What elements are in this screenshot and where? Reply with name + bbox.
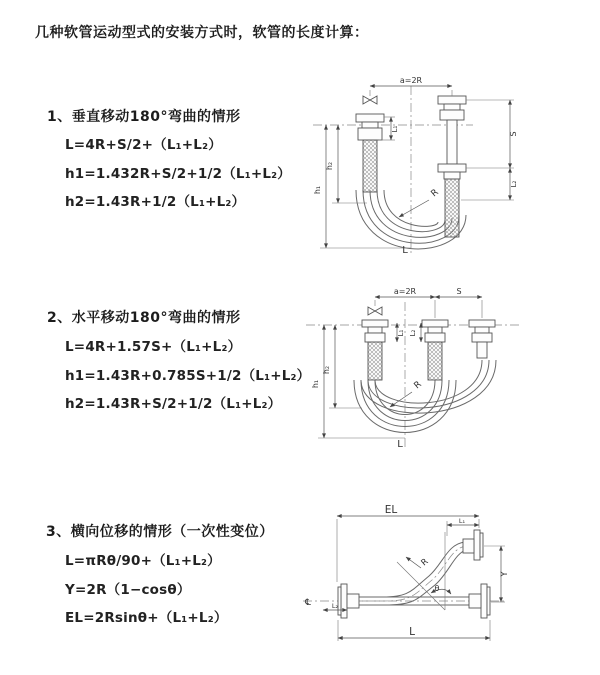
d1-dim-h2-label: h₂ xyxy=(325,161,334,171)
section-3-formula-EL: EL=2Rsinθ+（L₁+L₂） xyxy=(65,610,228,626)
section-1-formula-L: L=4R+S/2+（L₁+L₂） xyxy=(65,137,222,153)
section-1-formula-h1: h1=1.432R+S/2+1/2（L₁+L₂） xyxy=(65,166,291,182)
right-flange-original xyxy=(469,584,490,618)
d2-dim-h2-label: h₂ xyxy=(322,365,331,375)
section-2-heading: 2、水平移动180°弯曲的情形 xyxy=(47,310,241,326)
right-fitting-moved xyxy=(469,320,495,358)
valve-icon xyxy=(370,96,377,104)
d2-dim-l2-label: L₂ xyxy=(409,329,417,337)
section-3-heading: 3、横向位移的情形（一次性变位） xyxy=(46,524,274,540)
angle-construction xyxy=(397,532,451,610)
d3-dim-y-label: Y xyxy=(500,571,510,577)
diagram-lateral-displacement xyxy=(295,498,600,650)
d2-radius-label: R xyxy=(412,379,424,392)
d2-dim-h1-label: h₁ xyxy=(311,379,320,389)
diagram-horizontal-180-bend xyxy=(300,280,600,452)
d3-centerline-symbol: ℄ xyxy=(305,598,311,608)
valve-icon xyxy=(375,307,382,315)
upper-flange-displaced xyxy=(463,530,483,560)
section-3-formula-L: L=πRθ/90+（L₁+L₂） xyxy=(65,553,221,569)
d1-dim-l2-label: L₂ xyxy=(510,180,518,188)
hose-braid xyxy=(363,140,377,192)
d1-dim-a-label: a=2R xyxy=(399,76,423,85)
d2-dim-l1-label: L₁ xyxy=(397,329,405,337)
d3-dim-l2-label: L₂ xyxy=(331,602,339,610)
left-fitting xyxy=(362,307,388,380)
section-2-formula-h1: h1=1.43R+0.785S+1/2（L₁+L₂） xyxy=(65,368,311,384)
d3-dim-l1-label: L₁ xyxy=(458,517,466,525)
hose-braid xyxy=(368,342,382,380)
section-3-formula-Y: Y=2R（1−cosθ） xyxy=(65,582,191,598)
right-fitting xyxy=(438,96,466,237)
hose-braid xyxy=(445,179,459,237)
section-1-heading: 1、垂直移动180°弯曲的情形 xyxy=(47,109,241,125)
d1-dim-l1-label: L₁ xyxy=(391,125,399,133)
d1-dim-h1-label: h₁ xyxy=(313,185,322,195)
d3-angle-label: θ xyxy=(434,584,440,593)
d1-dim-s-label: S xyxy=(509,131,518,137)
d2-length-label: L xyxy=(397,439,403,450)
left-fitting xyxy=(356,96,384,192)
section-1-formula-h2: h2=1.43R+1/2（L₁+L₂） xyxy=(65,194,246,210)
hose-braid xyxy=(428,342,442,380)
d2-dim-a-label: a=2R xyxy=(393,287,417,296)
d3-radius-label: R xyxy=(419,556,431,569)
diagram-vertical-180-bend xyxy=(305,70,570,264)
page-title: 几种软管运动型式的安装方式时，软管的长度计算： xyxy=(35,25,369,41)
left-flange xyxy=(338,584,359,618)
d3-dim-el-label: EL xyxy=(384,504,398,516)
section-2-formula-h2: h2=1.43R+S/2+1/2（L₁+L₂） xyxy=(65,396,282,412)
valve-icon xyxy=(363,96,370,104)
d1-radius-label: R xyxy=(429,187,441,200)
section-2-formula-L: L=4R+1.57S+（L₁+L₂） xyxy=(65,339,242,355)
d2-dim-s-label: S xyxy=(456,287,462,296)
d3-length-label: L xyxy=(409,626,415,638)
middle-fitting xyxy=(422,320,448,380)
hose-s-curve xyxy=(345,542,467,605)
d1-length-label: L xyxy=(402,245,408,256)
valve-icon xyxy=(368,307,375,315)
